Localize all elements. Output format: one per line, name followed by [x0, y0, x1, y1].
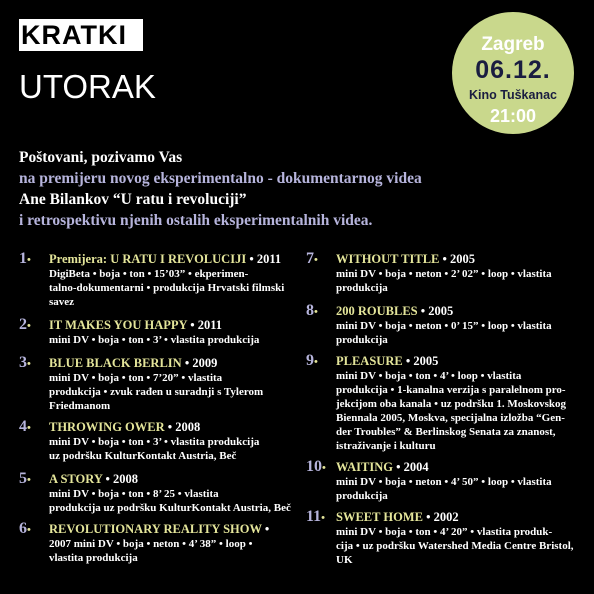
intro-line-3: Ane Bilankov “U ratu i revoluciji” — [19, 191, 247, 208]
film-bullet: • — [321, 512, 325, 524]
film-item — [19, 317, 297, 355]
film-number: 3• — [19, 354, 31, 371]
film-item — [306, 303, 588, 353]
film-item — [19, 521, 297, 565]
film-number: 5• — [19, 470, 31, 487]
badge-date: 06.12. — [475, 56, 551, 84]
film-title: A STORY • 2008 — [49, 472, 139, 486]
logo-utorak: UTORAK — [19, 68, 156, 105]
film-number: 10• — [306, 458, 326, 475]
film-bullet: • — [27, 358, 31, 370]
film-item — [306, 251, 588, 303]
film-number: 1• — [19, 250, 31, 267]
film-bullet: • — [322, 462, 326, 474]
film-details: mini DV • boja • neton • 4’ 50” • loop • vlastita produkcija — [336, 476, 552, 502]
film-item — [19, 471, 297, 521]
film-details: DigiBeta • boja • ton • 15’03” • ekperimen- talno-dokumentarni • produkcija Hrvatski filmski savez — [49, 268, 285, 308]
film-number: 2• — [19, 316, 31, 333]
film-title: THROWING OWER • 2008 — [49, 420, 201, 434]
intro-line-2: na premijeru novog eksperimentalno - dokumentarnog videa — [19, 170, 422, 187]
film-item — [19, 419, 297, 471]
film-item — [306, 459, 588, 509]
film-details: mini DV • boja • ton • 4’ 20” • vlastita produk- cija • uz podršku Watershed Media Centre Bristol, UK — [336, 526, 574, 566]
film-bullet: • — [27, 254, 31, 266]
film-title: SWEET HOME • 2002 — [336, 510, 459, 524]
badge-time: 21:00 — [489, 106, 537, 126]
film-title: WAITING • 2004 — [336, 460, 429, 474]
film-number: 4• — [19, 418, 31, 435]
film-details: 2007 mini DV • boja • neton • 4’ 38” • loop • vlastita produkcija — [49, 538, 253, 564]
logo-kratki: KRATKI — [19, 19, 143, 51]
film-title: 200 ROUBLES • 2005 — [336, 304, 454, 318]
film-number: 6• — [19, 520, 31, 537]
film-details: mini DV • boja • ton • 7’20” • vlastita produkcija • zvuk rađen u suradnji s Tylerom Friedmanom — [49, 372, 264, 412]
film-item — [19, 355, 297, 419]
film-title: WITHOUT TITLE • 2005 — [336, 252, 476, 266]
film-details: mini DV • boja • neton • 0’ 15” • loop • vlastita produkcija — [336, 320, 552, 346]
badge-city: Zagreb — [481, 34, 545, 55]
film-number: 8• — [306, 302, 318, 319]
film-title: PLEASURE • 2005 — [336, 354, 439, 368]
film-number: 11• — [306, 508, 325, 525]
film-item — [306, 353, 588, 459]
film-bullet: • — [314, 254, 318, 266]
event-badge — [452, 12, 574, 134]
intro-line-4: i retrospektivu njenih ostalih eksperimentalnih videa. — [19, 212, 373, 229]
film-number: 9• — [306, 352, 318, 369]
film-details: mini DV • boja • ton • 8’ 25 • vlastita produkcija uz podršku KulturKontakt Austria, Beč — [49, 488, 291, 514]
badge-venue: Kino Tuškanac — [469, 88, 557, 102]
film-list-right — [306, 251, 588, 567]
film-bullet: • — [314, 356, 318, 368]
film-number: 7• — [306, 250, 318, 267]
film-list-left — [19, 251, 297, 565]
film-item — [306, 509, 588, 567]
film-title: REVOLUTIONARY REALITY SHOW • — [49, 522, 270, 536]
film-details: mini DV • boja • ton • 3’ • vlastita produkcija — [49, 334, 260, 346]
film-details: mini DV • boja • ton • 4’ • loop • vlastita produkcija • 1-kanalna verzija s paralelnom pro- jekcijom oba kanala • uz podršku 1. Moskovskog Biennala 2005, Moskva, specijalna izložba “Gen- der Troubles” & Berlinskog Senata za znanost, istraživanje i kulturu — [336, 370, 567, 452]
film-bullet: • — [27, 422, 31, 434]
film-title: IT MAKES YOU HAPPY • 2011 — [49, 318, 223, 332]
film-bullet: • — [27, 524, 31, 536]
film-bullet: • — [27, 320, 31, 332]
intro-line-1: Poštovani, pozivamo Vas — [19, 149, 183, 166]
film-item — [19, 251, 297, 317]
film-title: BLUE BLACK BERLIN • 2009 — [49, 356, 218, 370]
logo — [19, 19, 159, 105]
film-bullet: • — [314, 306, 318, 318]
film-bullet: • — [27, 474, 31, 486]
film-details: mini DV • boja • neton • 2’ 02” • loop • vlastita produkcija — [336, 268, 552, 294]
invitation-text — [19, 147, 579, 231]
film-title: Premijera: U RATU I REVOLUCIJI • 2011 — [49, 252, 282, 266]
film-details: mini DV • boja • ton • 3’ • vlastita produkcija uz podršku KulturKontakt Austria, Beč — [49, 436, 260, 462]
